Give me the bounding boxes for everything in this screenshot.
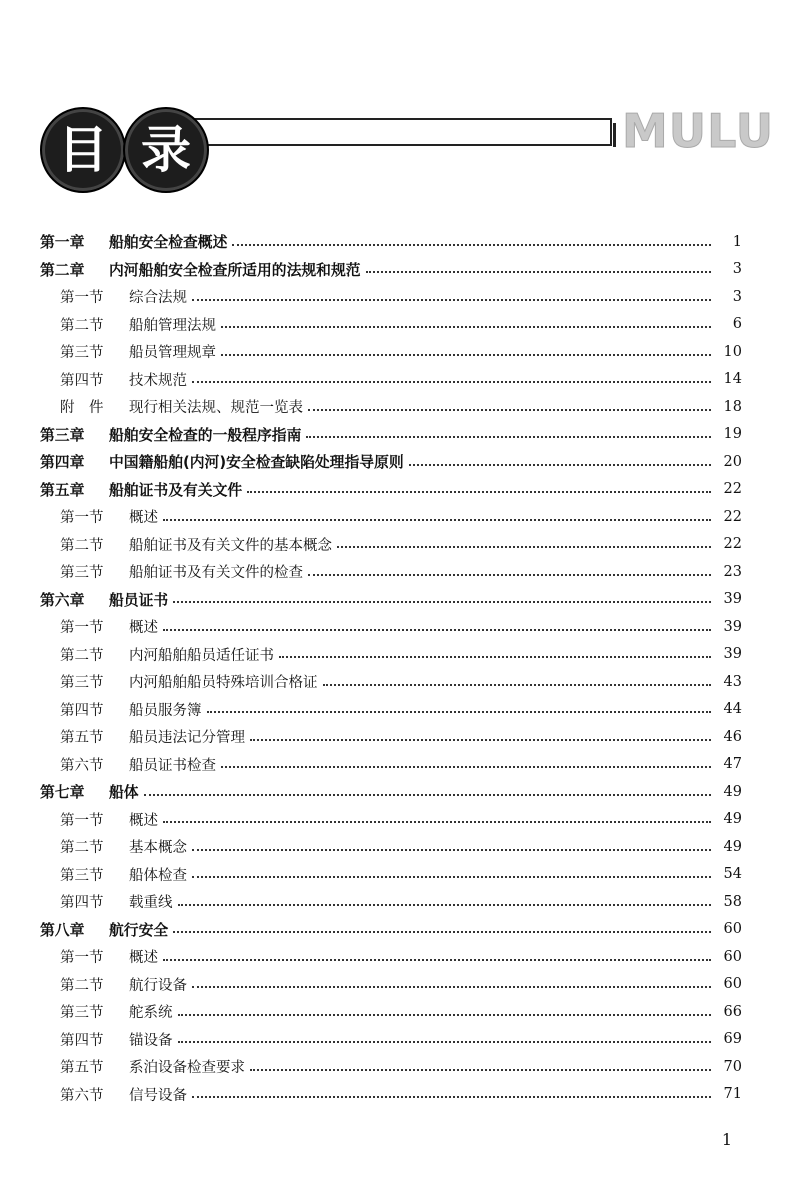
toc-entry-page: 22 — [723, 481, 742, 498]
title-glyph-lu: 录 — [123, 107, 209, 193]
toc-entry-label: 第三节 — [60, 345, 104, 362]
toc-dot-leader — [163, 617, 711, 631]
toc-entry-page: 49 — [723, 838, 742, 855]
toc-entry-title: 船舶安全检查的一般程序指南 — [109, 426, 302, 444]
toc-section-row[interactable] — [40, 668, 742, 696]
toc-entry-page: 39 — [723, 646, 742, 663]
toc-entry-label: 第八章 — [40, 921, 85, 939]
toc-dot-leader — [178, 1029, 712, 1043]
toc-entry-title: 船员证书 — [109, 591, 169, 609]
toc-section-row[interactable] — [40, 338, 742, 366]
toc-entry-title: 船舶安全检查概述 — [109, 234, 228, 252]
pinyin-title: MULU — [622, 104, 775, 158]
toc-chapter-row[interactable] — [40, 476, 742, 504]
toc-section-row[interactable] — [40, 393, 742, 421]
toc-entry-label: 第二节 — [60, 537, 104, 554]
toc-entry-page: 44 — [723, 701, 742, 718]
toc-entry-title: 综合法规 — [129, 290, 187, 307]
toc-section-row[interactable] — [40, 806, 742, 834]
toc-section-row[interactable] — [40, 1053, 742, 1081]
toc-entry-label: 第一节 — [60, 510, 104, 527]
toc-dot-leader — [144, 782, 711, 796]
toc-section-row[interactable] — [40, 998, 742, 1026]
toc-dot-leader — [337, 534, 711, 548]
toc-section-row[interactable] — [40, 283, 742, 311]
toc-entry-title: 船员违法记分管理 — [129, 730, 245, 747]
toc-entry-page: 70 — [723, 1058, 742, 1075]
toc-dot-leader — [192, 369, 711, 383]
toc-entry-page: 49 — [723, 811, 742, 828]
toc-dot-leader — [250, 727, 711, 741]
toc-entry-title: 船舶证书及有关文件的检查 — [129, 565, 303, 582]
toc-entry-title: 概述 — [129, 950, 158, 967]
toc-entry-page: 20 — [723, 453, 742, 470]
page-header — [0, 0, 790, 200]
toc-dot-leader — [221, 754, 711, 768]
toc-entry-title: 内河船舶安全检查所适用的法规和规范 — [109, 261, 361, 279]
toc-entry-page: 54 — [723, 866, 742, 883]
toc-entry-label: 第四节 — [60, 1032, 104, 1049]
toc-section-row[interactable] — [40, 558, 742, 586]
toc-entry-page: 14 — [723, 371, 742, 388]
toc-entry-page: 1 — [732, 233, 742, 250]
toc-section-row[interactable] — [40, 861, 742, 889]
toc-entry-title: 航行安全 — [109, 921, 169, 939]
toc-entry-title: 航行设备 — [129, 977, 187, 994]
toc-entry-label: 第五章 — [40, 481, 85, 499]
toc-section-row[interactable] — [40, 888, 742, 916]
toc-entry-page: 22 — [723, 536, 742, 553]
toc-section-row[interactable] — [40, 311, 742, 339]
toc-entry-page: 39 — [723, 591, 742, 608]
toc-chapter-row[interactable] — [40, 256, 742, 284]
toc-dot-leader — [308, 397, 711, 411]
table-of-contents — [40, 228, 742, 1108]
toc-entry-label: 第四节 — [60, 895, 104, 912]
toc-chapter-row[interactable] — [40, 448, 742, 476]
toc-entry-label: 第四节 — [60, 372, 104, 389]
toc-chapter-row[interactable] — [40, 421, 742, 449]
toc-entry-page: 43 — [723, 673, 742, 690]
toc-entry-page: 46 — [723, 728, 742, 745]
toc-entry-label: 第六节 — [60, 1087, 104, 1104]
toc-section-row[interactable] — [40, 1026, 742, 1054]
title-glyph-mu: 目 — [40, 107, 126, 193]
toc-dot-leader — [409, 452, 711, 466]
toc-entry-title: 中国籍船舶(内河)安全检查缺陷处理指导原则 — [109, 454, 404, 472]
toc-entry-page: 60 — [723, 976, 742, 993]
toc-dot-leader — [323, 672, 712, 686]
toc-section-row[interactable] — [40, 613, 742, 641]
toc-chapter-row[interactable] — [40, 778, 742, 806]
toc-entry-label: 第三节 — [60, 675, 104, 692]
toc-entry-page: 71 — [723, 1086, 742, 1103]
toc-dot-leader — [366, 259, 711, 273]
toc-entry-label: 第一节 — [60, 620, 104, 637]
toc-dot-leader — [247, 479, 711, 493]
toc-entry-page: 23 — [723, 563, 742, 580]
toc-dot-leader — [163, 809, 711, 823]
toc-dot-leader — [192, 864, 711, 878]
toc-dot-leader — [178, 1002, 712, 1016]
toc-entry-page: 47 — [723, 756, 742, 773]
toc-entry-page: 18 — [723, 398, 742, 415]
toc-section-row[interactable] — [40, 1081, 742, 1109]
toc-section-row[interactable] — [40, 366, 742, 394]
toc-entry-label: 第五节 — [60, 730, 104, 747]
toc-entry-label: 第三节 — [60, 1005, 104, 1022]
toc-entry-page: 3 — [732, 261, 742, 278]
toc-entry-label: 第一章 — [40, 234, 85, 252]
toc-entry-page: 69 — [723, 1031, 742, 1048]
toc-entry-page: 58 — [723, 893, 742, 910]
toc-section-row[interactable] — [40, 641, 742, 669]
toc-dot-leader — [192, 1084, 711, 1098]
toc-entry-label: 第五节 — [60, 1060, 104, 1077]
toc-entry-title: 内河船舶船员适任证书 — [129, 647, 274, 664]
toc-entry-title: 信号设备 — [129, 1087, 187, 1104]
toc-dot-leader — [192, 287, 711, 301]
toc-entry-title: 船舶管理法规 — [129, 317, 216, 334]
toc-entry-label: 第三章 — [40, 426, 85, 444]
toc-entry-label: 第六节 — [60, 757, 104, 774]
toc-entry-title: 船体 — [109, 784, 139, 802]
toc-entry-label: 第二节 — [60, 647, 104, 664]
toc-entry-page: 6 — [732, 316, 742, 333]
toc-section-row[interactable] — [40, 503, 742, 531]
toc-entry-label: 第一节 — [60, 290, 104, 307]
toc-entry-page: 3 — [732, 288, 742, 305]
toc-section-row[interactable] — [40, 971, 742, 999]
toc-entry-title: 现行相关法规、规范一览表 — [129, 400, 303, 417]
page-number: 1 — [721, 1130, 732, 1149]
toc-entry-title: 载重线 — [129, 895, 173, 912]
toc-entry-title: 锚设备 — [129, 1032, 173, 1049]
toc-dot-leader — [221, 314, 711, 328]
toc-entry-label: 第一节 — [60, 950, 104, 967]
toc-dot-leader — [173, 919, 711, 933]
toc-section-row[interactable] — [40, 723, 742, 751]
toc-entry-title: 船舶证书及有关文件的基本概念 — [129, 537, 332, 554]
toc-entry-page: 60 — [723, 921, 742, 938]
toc-entry-page: 10 — [723, 343, 742, 360]
toc-entry-title: 概述 — [129, 510, 158, 527]
toc-dot-leader — [221, 342, 711, 356]
toc-dot-leader — [163, 947, 711, 961]
toc-entry-page: 39 — [723, 618, 742, 635]
toc-section-row[interactable] — [40, 943, 742, 971]
toc-entry-title: 船员证书检查 — [129, 757, 216, 774]
toc-section-row[interactable] — [40, 751, 742, 779]
toc-dot-leader — [207, 699, 712, 713]
toc-entry-title: 系泊设备检查要求 — [129, 1060, 245, 1077]
toc-entry-page: 49 — [723, 783, 742, 800]
toc-chapter-row[interactable] — [40, 586, 742, 614]
toc-dot-leader — [308, 562, 711, 576]
toc-dot-leader — [232, 232, 711, 246]
toc-entry-title: 概述 — [129, 620, 158, 637]
toc-dot-leader — [173, 589, 711, 603]
toc-entry-label: 第二章 — [40, 261, 85, 279]
toc-entry-page: 60 — [723, 948, 742, 965]
toc-section-row[interactable] — [40, 696, 742, 724]
toc-dot-leader — [163, 507, 711, 521]
toc-entry-label: 第三节 — [60, 867, 104, 884]
toc-entry-label: 第四章 — [40, 454, 85, 472]
toc-entry-title: 船舶证书及有关文件 — [109, 481, 243, 499]
toc-entry-title: 船员服务簿 — [129, 702, 202, 719]
toc-entry-title: 基本概念 — [129, 840, 187, 857]
toc-dot-leader — [250, 1057, 711, 1071]
toc-entry-page: 19 — [723, 426, 742, 443]
toc-entry-label: 第六章 — [40, 591, 85, 609]
toc-entry-page: 66 — [723, 1003, 742, 1020]
toc-dot-leader — [279, 644, 711, 658]
toc-entry-label: 第二节 — [60, 317, 104, 334]
toc-dot-leader — [192, 837, 711, 851]
toc-dot-leader — [178, 892, 712, 906]
toc-entry-title: 内河船舶船员特殊培训合格证 — [129, 675, 318, 692]
toc-chapter-row[interactable] — [40, 228, 742, 256]
toc-entry-label: 第七章 — [40, 784, 85, 802]
toc-entry-title: 技术规范 — [129, 372, 187, 389]
toc-entry-title: 船体检查 — [129, 867, 187, 884]
toc-chapter-row[interactable] — [40, 916, 742, 944]
toc-entry-label: 第二节 — [60, 977, 104, 994]
toc-entry-label: 第三节 — [60, 565, 104, 582]
toc-entry-label: 第二节 — [60, 840, 104, 857]
toc-dot-leader — [306, 424, 711, 438]
toc-section-row[interactable] — [40, 531, 742, 559]
toc-section-row[interactable] — [40, 833, 742, 861]
toc-entry-title: 船员管理规章 — [129, 345, 216, 362]
toc-entry-page: 22 — [723, 508, 742, 525]
toc-entry-label: 第四节 — [60, 702, 104, 719]
toc-entry-label: 附 件 — [60, 400, 104, 417]
toc-entry-title: 舵系统 — [129, 1005, 173, 1022]
toc-dot-leader — [192, 974, 711, 988]
toc-entry-title: 概述 — [129, 812, 158, 829]
toc-entry-label: 第一节 — [60, 812, 104, 829]
title-rule-box — [150, 118, 612, 146]
